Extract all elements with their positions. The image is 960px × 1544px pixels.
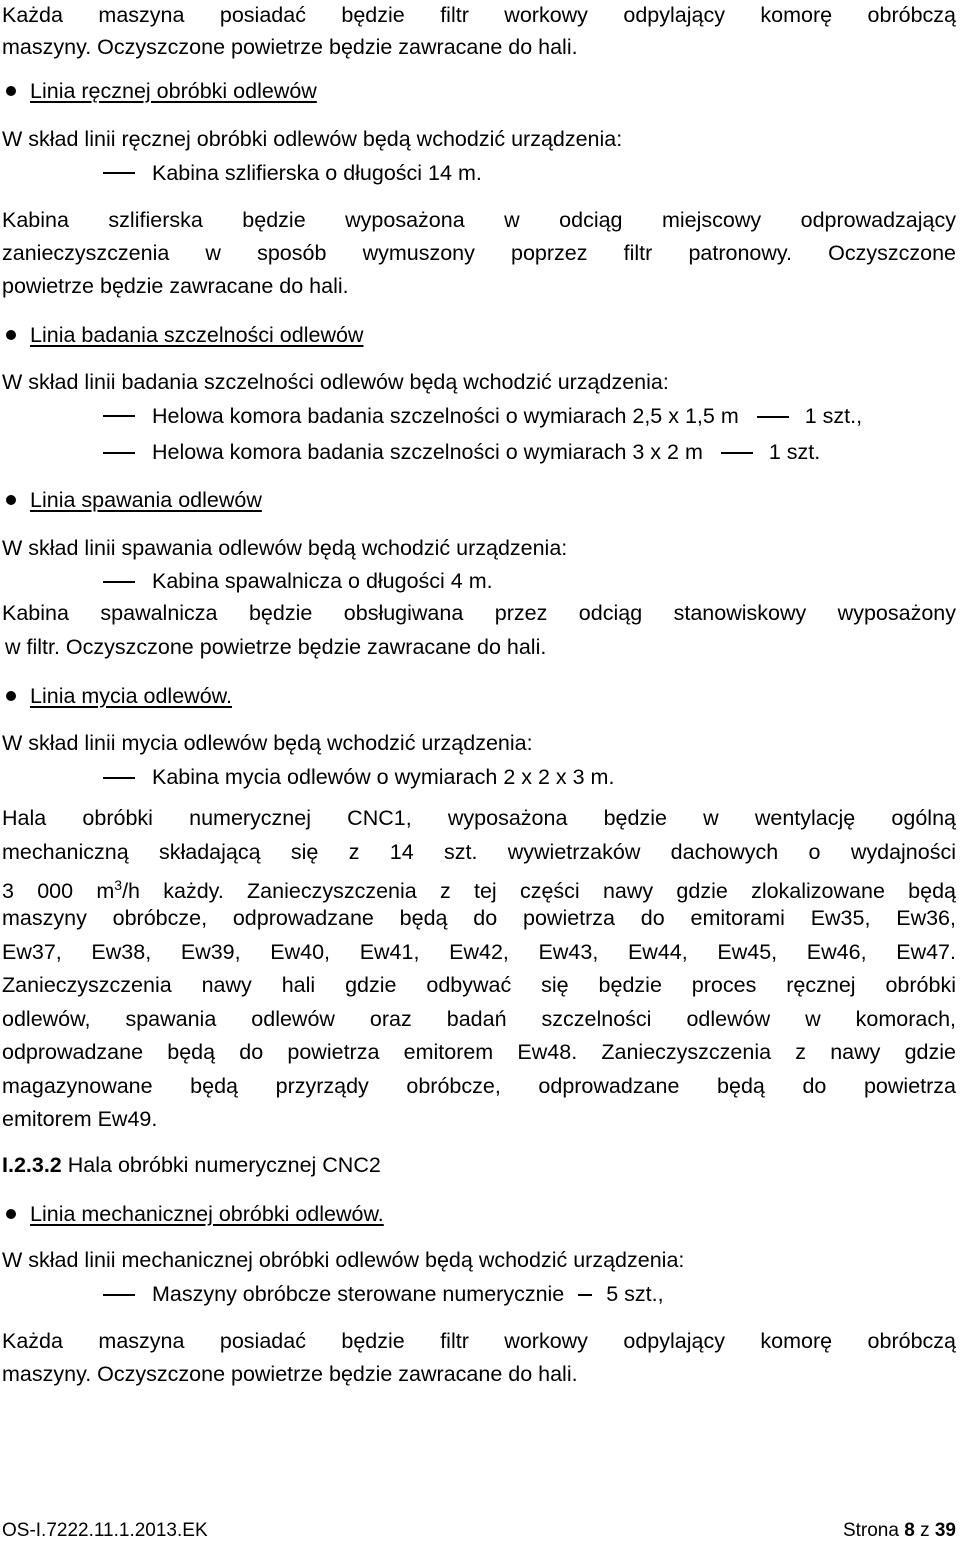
- paragraph-line: Hala obróbki numerycznej CNC1, wyposażona będzie w wentylację ogólną: [2, 806, 956, 830]
- paragraph-line: Każda maszyna posiadać będzie filtr workowy odpylający komorę obróbczą: [2, 1329, 956, 1353]
- volume-value: 3 000 m: [2, 879, 115, 904]
- bullet-icon: [6, 691, 16, 701]
- paragraph-line: mechaniczną składającą się z 14 szt. wywietrzaków dachowych o wydajności: [2, 840, 956, 864]
- paragraph-line: Kabina spawalnicza będzie obsługiwana przez odciąg stanowiskowy wyposażony: [2, 601, 956, 625]
- section-intro: W skład linii spawania odlewów będą wchodzić urządzenia:: [2, 536, 568, 560]
- list-item: Kabina mycia odlewów o wymiarach 2 x 2 x 3 m.: [152, 765, 615, 789]
- list-item-count: 1 szt.,: [804, 404, 863, 428]
- paragraph-line: Każda maszyna posiadać będzie filtr workowy odpylający komorę obróbczą: [2, 3, 956, 27]
- list-item-text: Maszyny obróbcze sterowane numerycznie: [152, 1282, 565, 1306]
- footer-doc-id: OS-I.7222.11.1.2013.EK: [2, 1520, 208, 1541]
- superscript: 3: [114, 877, 123, 893]
- paragraph-line: maszyny. Oczyszczone powietrze będzie zawracane do hali.: [2, 35, 578, 59]
- list-item: [152, 401, 862, 431]
- list-item: Kabina szlifierska o długości 14 m.: [152, 161, 482, 185]
- page-separator: z: [920, 1520, 930, 1541]
- inline-dash-icon: [721, 452, 753, 454]
- page-label: Strona: [842, 1520, 899, 1541]
- page-total: 39: [934, 1520, 956, 1541]
- inline-dash-icon: [757, 416, 789, 418]
- paragraph-line: Ew37, Ew38, Ew39, Ew40, Ew41, Ew42, Ew43, Ew44, Ew45, Ew46, Ew47.: [2, 940, 956, 964]
- bullet-icon: [6, 1209, 16, 1219]
- paragraph-line: odprowadzane będą do powietrza emitorem Ew48. Zanieczyszczenia z nawy gdzie: [2, 1040, 956, 1064]
- page-current: 8: [904, 1520, 915, 1541]
- bullet-icon: [6, 495, 16, 505]
- dash-icon: [103, 1294, 135, 1296]
- dash-icon: [103, 777, 135, 779]
- section-title-text: Hala obróbki numerycznej CNC2: [67, 1153, 381, 1177]
- dash-icon: [103, 452, 135, 454]
- list-item: [152, 1279, 664, 1309]
- section-title: [2, 1150, 956, 1180]
- section-number: I.2.3.2: [2, 1153, 62, 1177]
- section-intro: W skład linii ręcznej obróbki odlewów będą wchodzić urządzenia:: [2, 127, 623, 151]
- section-heading-reczna: Linia ręcznej obróbki odlewów: [30, 79, 317, 103]
- paragraph-line: odlewów, spawania odlewów oraz badań szczelności odlewów w komorach,: [2, 1007, 956, 1031]
- dash-icon: [103, 581, 135, 583]
- paragraph-line: zanieczyszczenia w sposób wymuszony poprzez filtr patronowy. Oczyszczone: [2, 241, 956, 265]
- paragraph-line: w filtr. Oczyszczone powietrze będzie zawracane do hali.: [5, 635, 547, 659]
- section-intro: W skład linii badania szczelności odlewów będą wchodzić urządzenia:: [2, 370, 669, 394]
- inline-dash-icon: [578, 1294, 592, 1296]
- dash-icon: [103, 172, 135, 174]
- list-item-text: Helowa komora badania szczelności o wymiarach 3 x 2 m: [152, 440, 703, 464]
- section-heading-mechaniczna: Linia mechanicznej obróbki odlewów.: [30, 1202, 384, 1226]
- bullet-icon: [6, 330, 16, 340]
- paragraph-line: [2, 870, 956, 906]
- paragraph-line: Kabina szlifierska będzie wyposażona w odciąg miejscowy odprowadzający: [2, 208, 956, 232]
- list-item-text: Helowa komora badania szczelności o wymiarach 2,5 x 1,5 m: [152, 404, 739, 428]
- paragraph-line: maszyny obróbcze, odprowadzane będą do powietrza do emitorami Ew35, Ew36,: [2, 906, 956, 930]
- dash-icon: [103, 415, 135, 417]
- paragraph-line: emitorem Ew49.: [2, 1107, 158, 1131]
- list-item: [152, 437, 820, 467]
- list-item-count: 1 szt.: [768, 440, 821, 464]
- paragraph-text: /h każdy. Zanieczyszczenia z tej części nawy gdzie zlokalizowane będą: [122, 879, 957, 904]
- paragraph-line: Zanieczyszczenia nawy hali gdzie odbywać się będzie proces ręcznej obróbki: [2, 973, 956, 997]
- bullet-icon: [6, 86, 16, 96]
- section-heading-spawanie: Linia spawania odlewów: [30, 488, 262, 512]
- section-heading-szczelnosc: Linia badania szczelności odlewów: [30, 323, 364, 347]
- section-intro: W skład linii mycia odlewów będą wchodzić urządzenia:: [2, 731, 533, 755]
- list-item-count: 5 szt.,: [606, 1282, 664, 1306]
- paragraph-line: maszyny. Oczyszczone powietrze będzie zawracane do hali.: [2, 1362, 578, 1386]
- section-intro: W skład linii mechanicznej obróbki odlewów będą wchodzić urządzenia:: [2, 1248, 685, 1272]
- list-item: Kabina spawalnicza o długości 4 m.: [152, 569, 493, 593]
- footer-page-number: [843, 1518, 956, 1544]
- paragraph-line: powietrze będzie zawracane do hali.: [2, 274, 349, 298]
- section-heading-mycie: Linia mycia odlewów.: [30, 684, 232, 708]
- paragraph-line: magazynowane będą przyrządy obróbcze, odprowadzane będą do powietrza: [2, 1074, 956, 1098]
